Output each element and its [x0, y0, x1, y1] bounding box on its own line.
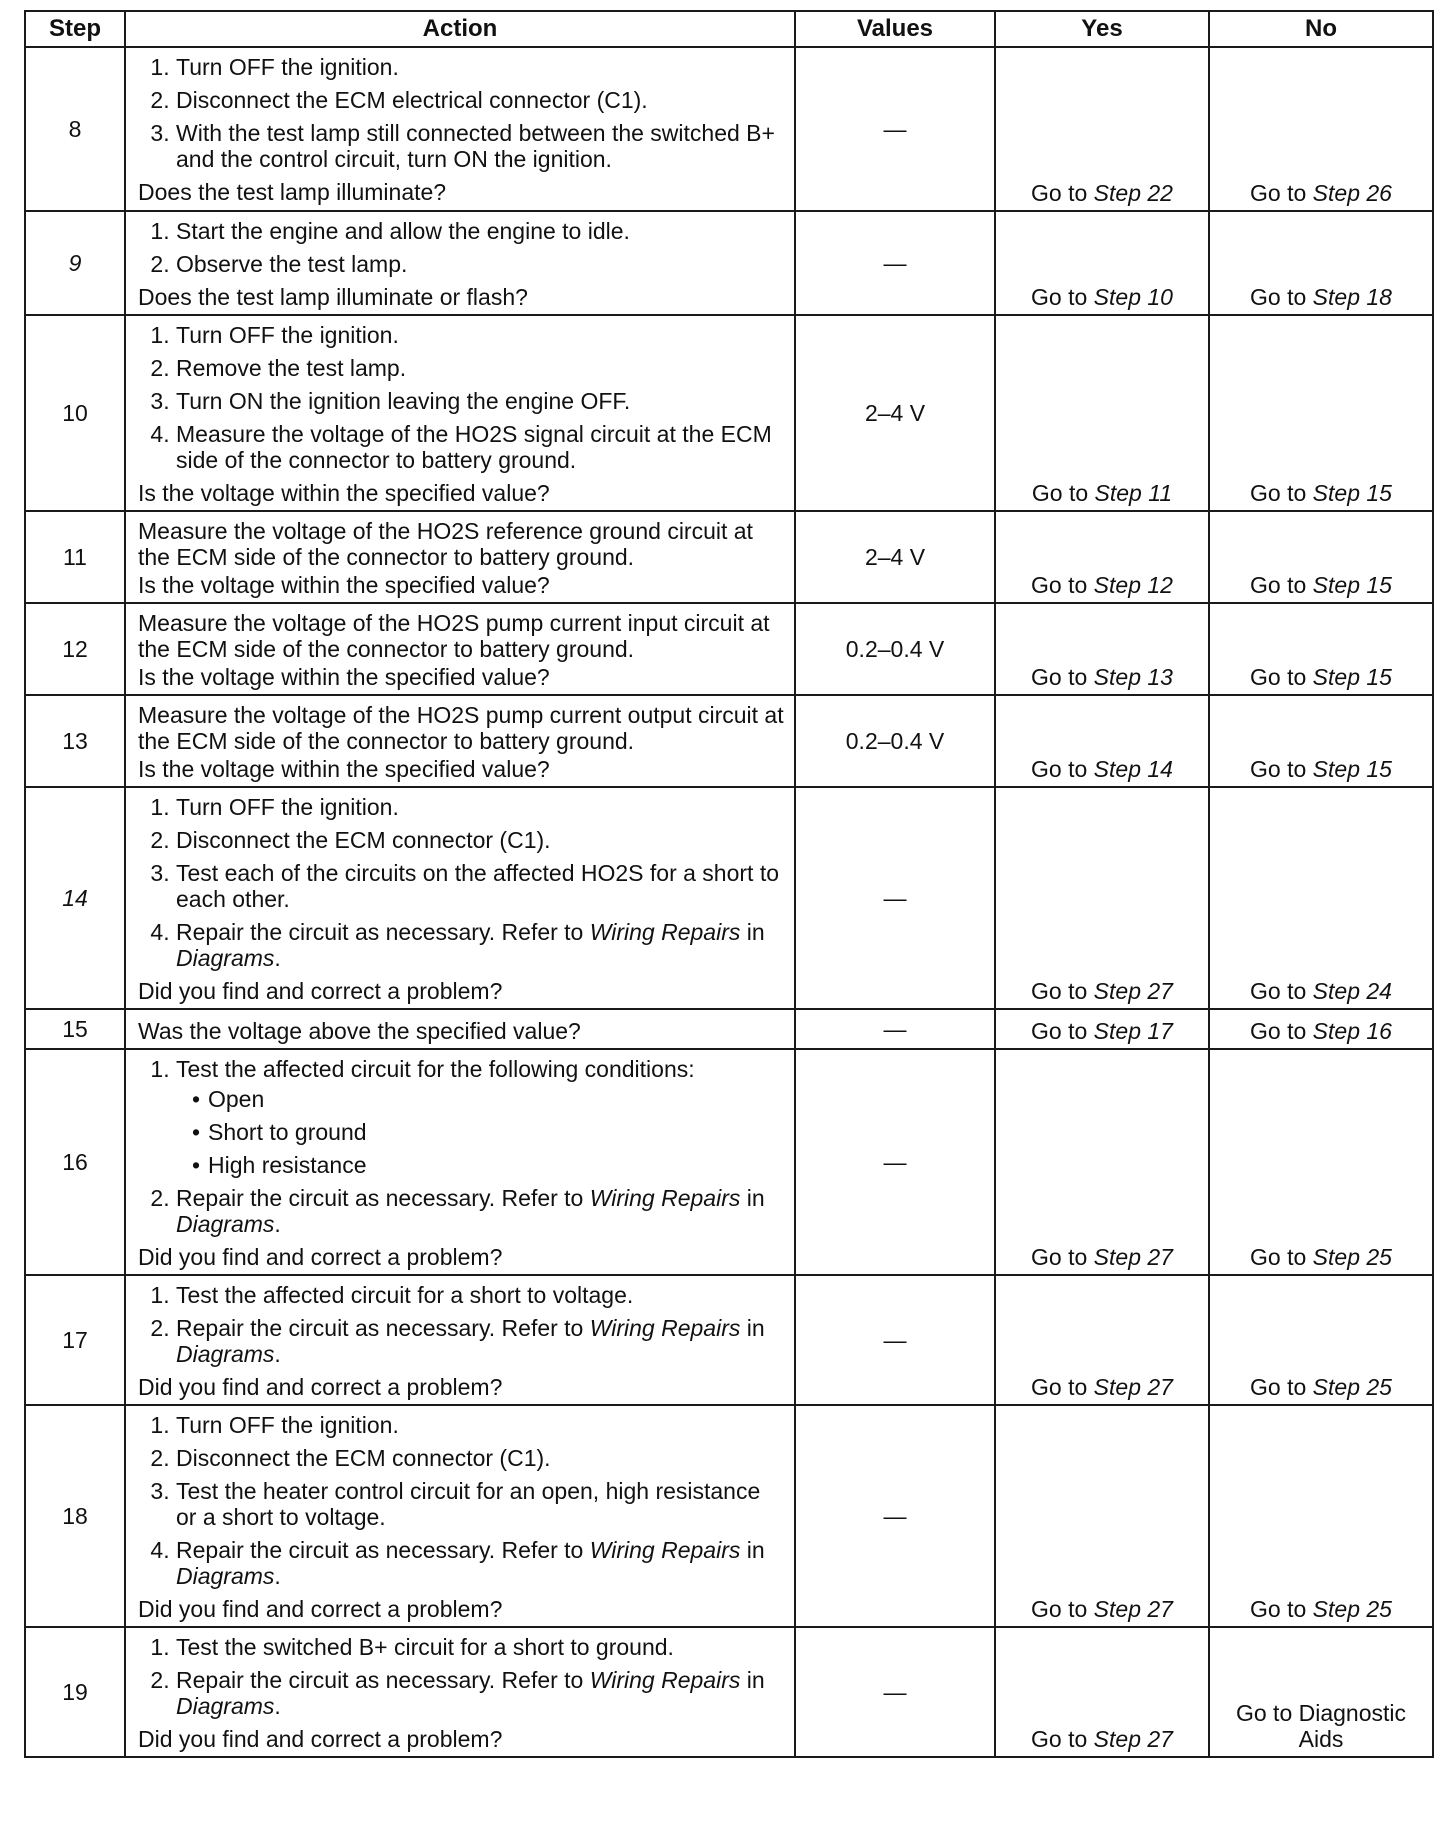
no-cell: [1209, 211, 1433, 315]
action-steps-list: [138, 1056, 786, 1237]
action-steps-list: [138, 794, 786, 971]
step-reference-link[interactable]: Step 22: [1093, 180, 1173, 206]
step-number: 18: [25, 1405, 125, 1627]
step-number: 8: [25, 47, 125, 211]
no-cell: [1209, 315, 1433, 511]
header-yes: Yes: [995, 11, 1209, 47]
repair-text: Repair the circuit as necessary. Refer to: [176, 1537, 590, 1563]
step-reference-link[interactable]: Step 10: [1093, 284, 1173, 310]
yes-cell: [995, 603, 1209, 695]
action-question: Did you find and correct a problem?: [138, 1726, 503, 1752]
repair-connector: in: [740, 1185, 765, 1211]
header-values: Values: [795, 11, 995, 47]
yes-cell: [995, 1627, 1209, 1757]
step-reference-link[interactable]: Step 27: [1093, 1726, 1173, 1752]
action-cell: [125, 1627, 795, 1757]
repair-end: .: [274, 1693, 281, 1719]
yes-cell: [995, 1405, 1209, 1627]
action-cell: [125, 211, 795, 315]
diagrams-reference[interactable]: Diagrams: [176, 945, 275, 971]
step-number: 16: [25, 1049, 125, 1275]
value-cell: —: [795, 1627, 995, 1757]
action-question: Is the voltage within the specified value?: [138, 664, 550, 690]
value-cell: 0.2–0.4 V: [795, 603, 995, 695]
diagrams-reference[interactable]: Diagrams: [176, 1693, 275, 1719]
go-to-label: Go to: [1031, 664, 1088, 690]
go-to-label: Go to: [1250, 664, 1307, 690]
header-action: Action: [125, 11, 795, 47]
action-step: 1. Turn OFF the ignition.: [176, 54, 786, 80]
go-to-label: Go to: [1250, 1244, 1307, 1270]
go-to-label: Go to: [1031, 756, 1088, 782]
action-cell: [125, 315, 795, 511]
step-number: 17: [25, 1275, 125, 1405]
action-cell: [125, 695, 795, 787]
table-row: [25, 603, 1433, 695]
no-cell: [1209, 1405, 1433, 1627]
yes-cell: [995, 1049, 1209, 1275]
step-reference-link[interactable]: Step 24: [1312, 978, 1392, 1004]
no-cell: [1209, 1627, 1433, 1757]
action-step-repair: [176, 1315, 786, 1367]
yes-cell: [995, 695, 1209, 787]
action-step-repair: [176, 919, 786, 971]
step-reference-link[interactable]: Step 25: [1312, 1244, 1392, 1270]
action-step: 1. Turn OFF the ignition.: [176, 1412, 786, 1438]
go-to-label: Go to: [1031, 480, 1089, 506]
go-to-label: Go to: [1250, 284, 1307, 310]
header-row: [25, 11, 1433, 47]
repair-connector: in: [740, 1537, 765, 1563]
go-to-label: Go to: [1250, 756, 1307, 782]
action-step: 1. Test the switched B+ circuit for a short to ground.: [176, 1634, 786, 1660]
action-step-repair: [176, 1667, 786, 1719]
go-to-label: Go to: [1250, 1018, 1307, 1044]
go-to-label: Go to: [1031, 1374, 1088, 1400]
step-reference-link[interactable]: Step 11: [1094, 480, 1173, 506]
step-reference-link[interactable]: Step 16: [1312, 1018, 1392, 1044]
wiring-repairs-reference[interactable]: Wiring Repairs: [589, 1315, 741, 1341]
action-question: Did you find and correct a problem?: [138, 1596, 503, 1622]
repair-text: Repair the circuit as necessary. Refer to: [176, 1667, 590, 1693]
table-row: [25, 1275, 1433, 1405]
table-row: [25, 1009, 1433, 1049]
repair-connector: in: [740, 919, 765, 945]
action-step: 3. Test each of the circuits on the affected HO2S for a short to each other.: [176, 860, 786, 912]
table-row: [25, 47, 1433, 211]
no-cell: [1209, 1275, 1433, 1405]
value-cell: —: [795, 787, 995, 1009]
value-cell: —: [795, 211, 995, 315]
wiring-repairs-reference[interactable]: Wiring Repairs: [589, 1667, 741, 1693]
step-number: 14: [25, 787, 125, 1009]
action-step: 1. Turn OFF the ignition.: [176, 794, 786, 820]
condition-item: • Short to ground: [208, 1119, 786, 1145]
action-cell: [125, 787, 795, 1009]
table-row: [25, 315, 1433, 511]
repair-end: .: [274, 945, 281, 971]
action-step: 2. Disconnect the ECM electrical connector (C1).: [176, 87, 786, 113]
action-steps-list: [138, 1412, 786, 1589]
action-steps-list: [138, 322, 786, 473]
action-step: 3. With the test lamp still connected between the switched B+ and the control circuit, turn ON the ignition.: [176, 120, 786, 172]
step-reference-link[interactable]: Step 15: [1312, 664, 1392, 690]
action-step: 2. Observe the test lamp.: [176, 251, 786, 277]
action-step: 4. Measure the voltage of the HO2S signal circuit at the ECM side of the connector to battery ground.: [176, 421, 786, 473]
action-step: 2. Disconnect the ECM connector (C1).: [176, 1445, 786, 1471]
value-cell: 0.2–0.4 V: [795, 695, 995, 787]
no-cell: [1209, 47, 1433, 211]
action-question: Was the voltage above the specified value?: [138, 1018, 581, 1044]
step-reference-link[interactable]: Step 14: [1093, 756, 1173, 782]
go-to-label: Go to: [1031, 572, 1088, 598]
action-step: [176, 1056, 786, 1178]
action-step: 1. Test the affected circuit for a short to voltage.: [176, 1282, 786, 1308]
action-cell: [125, 1009, 795, 1049]
step-reference-link[interactable]: Step 27: [1093, 978, 1173, 1004]
no-cell: [1209, 511, 1433, 603]
step-reference-link[interactable]: Step 27: [1093, 1244, 1173, 1270]
go-to-label: Go to: [1250, 180, 1307, 206]
action-steps-list: [138, 1282, 786, 1367]
table-row: [25, 1049, 1433, 1275]
action-question: Does the test lamp illuminate?: [138, 179, 447, 205]
step-number: 12: [25, 603, 125, 695]
no-cell: [1209, 695, 1433, 787]
no-cell: [1209, 603, 1433, 695]
action-question: Did you find and correct a problem?: [138, 1374, 503, 1400]
step-number: 9: [25, 211, 125, 315]
no-cell: [1209, 1009, 1433, 1049]
action-step-text: Test the affected circuit for the following conditions:: [176, 1056, 695, 1082]
step-reference-link[interactable]: Step 26: [1312, 180, 1392, 206]
step-reference-link[interactable]: Step 13: [1093, 664, 1173, 690]
action-step: 3. Test the heater control circuit for an open, high resistance or a short to voltage.: [176, 1478, 786, 1530]
value-cell: 2–4 V: [795, 315, 995, 511]
condition-item: • Open: [208, 1086, 786, 1112]
header-step: Step: [25, 11, 125, 47]
go-to-label: Go to: [1250, 1374, 1307, 1400]
action-question: Did you find and correct a problem?: [138, 1244, 503, 1270]
step-number: 15: [25, 1009, 125, 1049]
action-step: 1. Start the engine and allow the engine to idle.: [176, 218, 786, 244]
repair-text: Repair the circuit as necessary. Refer to: [176, 1185, 590, 1211]
value-cell: 2–4 V: [795, 511, 995, 603]
action-step: 1. Turn OFF the ignition.: [176, 322, 786, 348]
step-number: 13: [25, 695, 125, 787]
step-reference-link[interactable]: Step 27: [1093, 1374, 1173, 1400]
action-cell: [125, 511, 795, 603]
table-row: [25, 695, 1433, 787]
action-steps-list: [138, 54, 786, 172]
value-cell: —: [795, 1009, 995, 1049]
value-cell: —: [795, 1275, 995, 1405]
step-number: 10: [25, 315, 125, 511]
yes-cell: [995, 315, 1209, 511]
action-cell: [125, 1405, 795, 1627]
yes-cell: [995, 47, 1209, 211]
action-step-repair: [176, 1185, 786, 1237]
step-reference-link[interactable]: Step 15: [1312, 756, 1392, 782]
diagnostic-aids-link[interactable]: Go to Diagnostic Aids: [1235, 1700, 1407, 1752]
diagrams-reference[interactable]: Diagrams: [176, 1211, 275, 1237]
value-cell: —: [795, 1405, 995, 1627]
action-text: Measure the voltage of the HO2S reference ground circuit at the ECM side of the connector to battery ground.: [138, 518, 753, 570]
table-row: [25, 511, 1433, 603]
action-cell: [125, 47, 795, 211]
step-reference-link[interactable]: Step 25: [1312, 1374, 1392, 1400]
diagnostic-table: [24, 10, 1434, 1758]
condition-item: • High resistance: [208, 1152, 786, 1178]
repair-text: Repair the circuit as necessary. Refer to: [176, 919, 590, 945]
action-step-repair: [176, 1537, 786, 1589]
yes-cell: [995, 211, 1209, 315]
step-reference-link[interactable]: Step 18: [1312, 284, 1392, 310]
repair-text: Repair the circuit as necessary. Refer to: [176, 1315, 590, 1341]
table-body: [25, 47, 1433, 1757]
repair-end: .: [274, 1211, 281, 1237]
action-question: Does the test lamp illuminate or flash?: [138, 284, 528, 310]
action-question: Did you find and correct a problem?: [138, 978, 503, 1004]
go-to-label: Go to: [1031, 1244, 1088, 1270]
wiring-repairs-reference[interactable]: Wiring Repairs: [589, 1185, 741, 1211]
action-question: Is the voltage within the specified value?: [138, 756, 550, 782]
go-to-label: Go to: [1031, 1726, 1088, 1752]
go-to-label: Go to: [1031, 284, 1088, 310]
action-cell: [125, 1049, 795, 1275]
step-number: 11: [25, 511, 125, 603]
action-question: Is the voltage within the specified value?: [138, 480, 550, 506]
repair-connector: in: [740, 1315, 765, 1341]
no-cell: [1209, 1049, 1433, 1275]
action-steps-list: [138, 1634, 786, 1719]
repair-end: .: [274, 1563, 281, 1589]
repair-end: .: [274, 1341, 281, 1367]
yes-cell: [995, 1009, 1209, 1049]
yes-cell: [995, 511, 1209, 603]
table-row: [25, 211, 1433, 315]
wiring-repairs-reference[interactable]: Wiring Repairs: [589, 919, 741, 945]
no-cell: [1209, 787, 1433, 1009]
table-row: [25, 787, 1433, 1009]
step-reference-link[interactable]: Step 12: [1093, 572, 1173, 598]
header-no: No: [1209, 11, 1433, 47]
go-to-label: Go to: [1031, 1018, 1088, 1044]
step-reference-link[interactable]: Step 25: [1312, 1596, 1392, 1622]
go-to-label: Go to: [1031, 1596, 1088, 1622]
action-text: Measure the voltage of the HO2S pump current output circuit at the ECM side of the connector to battery ground.: [138, 702, 784, 754]
action-cell: [125, 1275, 795, 1405]
go-to-label: Go to: [1031, 180, 1088, 206]
value-cell: —: [795, 47, 995, 211]
action-step: 2. Remove the test lamp.: [176, 355, 786, 381]
action-step: 2. Disconnect the ECM connector (C1).: [176, 827, 786, 853]
condition-list: [176, 1086, 786, 1178]
diagrams-reference[interactable]: Diagrams: [176, 1341, 275, 1367]
step-number: 19: [25, 1627, 125, 1757]
action-text: Measure the voltage of the HO2S pump current input circuit at the ECM side of the connector to battery ground.: [138, 610, 770, 662]
action-step: 3. Turn ON the ignition leaving the engine OFF.: [176, 388, 786, 414]
action-question: Is the voltage within the specified value?: [138, 572, 550, 598]
wiring-repairs-reference[interactable]: Wiring Repairs: [589, 1537, 741, 1563]
table-row: [25, 1405, 1433, 1627]
diagrams-reference[interactable]: Diagrams: [176, 1563, 275, 1589]
step-reference-link[interactable]: Step 15: [1312, 572, 1392, 598]
step-reference-link[interactable]: Step 15: [1312, 480, 1392, 506]
go-to-label: Go to: [1250, 1596, 1307, 1622]
yes-cell: [995, 787, 1209, 1009]
go-to-label: Go to: [1250, 480, 1307, 506]
go-to-label: Go to: [1031, 978, 1088, 1004]
table-row: [25, 1627, 1433, 1757]
go-to-label: Go to: [1250, 572, 1307, 598]
yes-cell: [995, 1275, 1209, 1405]
step-reference-link[interactable]: Step 17: [1093, 1018, 1173, 1044]
value-cell: —: [795, 1049, 995, 1275]
action-cell: [125, 603, 795, 695]
action-steps-list: [138, 218, 786, 277]
step-reference-link[interactable]: Step 27: [1093, 1596, 1173, 1622]
go-to-label: Go to: [1250, 978, 1307, 1004]
repair-connector: in: [740, 1667, 765, 1693]
